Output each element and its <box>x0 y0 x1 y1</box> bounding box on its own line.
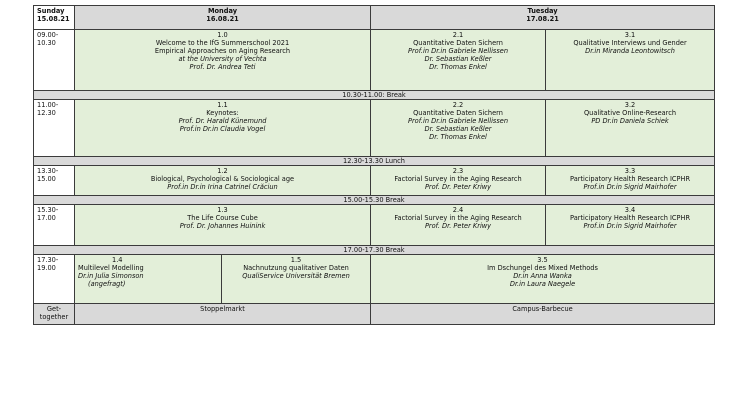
session-title: Quantitative Daten Sichern <box>413 109 503 117</box>
slot-row-2 <box>34 100 715 157</box>
session-title: Qualitative Online-Research <box>583 109 677 117</box>
session-number: 1.3 <box>217 206 228 214</box>
session-location: at the University of Vechta <box>178 55 267 63</box>
session-speaker: Prof.in Dr.in Gabriele Nellissen <box>408 47 509 55</box>
break-row-4 <box>34 246 715 255</box>
session-number: 3.2 <box>624 101 636 109</box>
session-number: 1.2 <box>217 167 228 175</box>
session-2-2 <box>371 100 546 157</box>
gettogether-label-line1: Get- <box>46 305 62 313</box>
session-speaker: PD Dr.in Daniela Schiek <box>591 117 669 125</box>
session-title: Factorial Survey in the Aging Research <box>394 175 522 183</box>
gettogether-monday: Stoppelmarkt <box>75 304 371 325</box>
tuesday-date: 17.08.21 <box>526 15 559 23</box>
slot-1-time <box>34 30 75 91</box>
break-label: 15.00-15.30 Break <box>34 196 715 205</box>
session-title: Keynotes: <box>206 109 239 117</box>
session-speaker: Prof.in Dr.in Sigrid Mairhofer <box>583 183 677 191</box>
session-number: 2.4 <box>452 206 464 214</box>
session-speaker: Dr.in Anna Wanka <box>513 272 572 280</box>
session-title: Qualitative Interviews und Gender <box>573 39 687 47</box>
session-subtitle: Empirical Approaches on Aging Research <box>154 47 291 55</box>
break-label: 10.30-11.00: Break <box>34 91 715 100</box>
session-2-4 <box>371 205 546 246</box>
session-speaker: Prof.in Dr.in Claudia Vogel <box>179 125 266 133</box>
session-speaker: Prof. Dr. Peter Kriwy <box>424 222 492 230</box>
slot-4-time <box>34 205 75 246</box>
session-number: 1.0 <box>217 31 228 39</box>
session-speaker: Prof. Dr. Johannes Huinink <box>179 222 266 230</box>
session-speaker: Prof. Dr. Harald Künemund <box>178 117 267 125</box>
slot-row-3 <box>34 166 715 196</box>
session-number: 1.1 <box>217 101 228 109</box>
slot-row-1 <box>34 30 715 91</box>
slot-3-time-start: 13.30- <box>37 167 59 175</box>
slot-5-time-start: 17.30- <box>37 256 59 264</box>
break-row-2 <box>34 157 715 166</box>
session-speaker: Dr. Sebastian Keßler <box>424 55 492 63</box>
session-3-4 <box>546 205 715 246</box>
session-number: 2.1 <box>452 31 464 39</box>
session-speaker: Dr.in Julia Simonson <box>78 272 144 280</box>
session-title: Welcome to the IfG Summerschool 2021 <box>155 39 290 47</box>
session-1-1 <box>75 100 371 157</box>
session-speaker: Prof.in Dr.in Irina Catrinel Crăciun <box>167 183 278 191</box>
break-row-1 <box>34 91 715 100</box>
slot-3-time <box>34 166 75 196</box>
session-speaker: Dr.in Miranda Leontowitsch <box>585 47 675 55</box>
session-title: Participatory Health Research ICPHR <box>570 214 691 222</box>
session-number: 3.1 <box>624 31 636 39</box>
slot-4-time-start: 15.30- <box>37 206 59 214</box>
tuesday-label: Tuesday <box>527 7 558 15</box>
slot-4-time-end: 17.00 <box>37 214 56 222</box>
session-speaker: Prof.in Dr.in Gabriele Nellissen <box>408 117 509 125</box>
slot-1-time-end: 10.30 <box>37 39 56 47</box>
slot-3-time-end: 15.00 <box>37 175 56 183</box>
session-number: 3.3 <box>624 167 636 175</box>
header-row <box>34 6 715 30</box>
schedule-table <box>33 5 715 325</box>
session-1-2 <box>75 166 371 196</box>
session-3-2 <box>546 100 715 157</box>
slot-row-4 <box>34 205 715 246</box>
monday-header-cell <box>75 6 371 30</box>
session-speaker: Prof.in Dr.in Sigrid Mairhofer <box>583 222 677 230</box>
session-number: 1.5 <box>290 256 302 264</box>
session-title: Participatory Health Research ICPHR <box>570 175 691 183</box>
break-label: 17.00-17.30 Break <box>34 246 715 255</box>
tuesday-header-cell <box>371 6 715 30</box>
monday-date: 16.08.21 <box>206 15 239 23</box>
session-speaker: Prof. Dr. Andrea Teti <box>189 63 256 71</box>
slot-5-time <box>34 255 75 304</box>
lunch-label: 12.30-13.30 Lunch <box>34 157 715 166</box>
slot-2-time-start: 11.00- <box>37 101 59 109</box>
session-speaker: Dr. Thomas Enkel <box>429 133 487 141</box>
session-1-3 <box>75 205 371 246</box>
session-1-0 <box>75 30 371 91</box>
session-title: Multilevel Modelling <box>78 264 144 272</box>
session-number: 2.2 <box>452 101 464 109</box>
session-3-1 <box>546 30 715 91</box>
session-title: The Life Course Cube <box>187 214 258 222</box>
session-number: 3.4 <box>624 206 636 214</box>
session-2-1 <box>371 30 546 91</box>
slot-2-time-end: 12.30 <box>37 109 56 117</box>
gettogether-tuesday: Campus-Barbecue <box>371 304 715 325</box>
session-title: Biological, Psychological & Sociological age <box>150 175 295 183</box>
session-title: Im Dschungel des Mixed Methods <box>487 264 598 272</box>
session-number: 2.3 <box>452 167 464 175</box>
slot-2-time <box>34 100 75 157</box>
session-speaker: QualiService Universität Bremen <box>242 272 350 280</box>
session-speaker: Dr. Sebastian Keßler <box>424 125 492 133</box>
slot-row-5 <box>34 255 715 304</box>
gettogether-label-line2: together <box>39 313 69 321</box>
session-1-4 <box>75 255 222 304</box>
slot-5-time-end: 19.00 <box>37 264 56 272</box>
session-2-3 <box>371 166 546 196</box>
gettogether-row <box>34 304 715 325</box>
sunday-date: 15.08.21 <box>37 15 70 23</box>
session-3-5 <box>371 255 715 304</box>
session-3-3 <box>546 166 715 196</box>
gettogether-label <box>34 304 75 325</box>
session-title: Quantitative Daten Sichern <box>413 39 503 47</box>
session-number: 3.5 <box>537 256 548 264</box>
monday-label: Monday <box>207 7 238 15</box>
break-row-3 <box>34 196 715 205</box>
session-1-5 <box>222 255 371 304</box>
session-speaker: Dr.in Laura Naegele <box>509 280 576 288</box>
sunday-label: Sunday <box>37 7 65 15</box>
session-number: 1.4 <box>112 256 123 264</box>
session-note: (angefragt) <box>88 280 126 288</box>
sunday-header-cell <box>34 6 75 30</box>
session-speaker: Dr. Thomas Enkel <box>429 63 487 71</box>
slot-1-time-start: 09.00- <box>37 31 59 39</box>
session-title: Nachnutzung qualitativer Daten <box>243 264 349 272</box>
session-title: Factorial Survey in the Aging Research <box>394 214 522 222</box>
session-speaker: Prof. Dr. Peter Kriwy <box>424 183 492 191</box>
